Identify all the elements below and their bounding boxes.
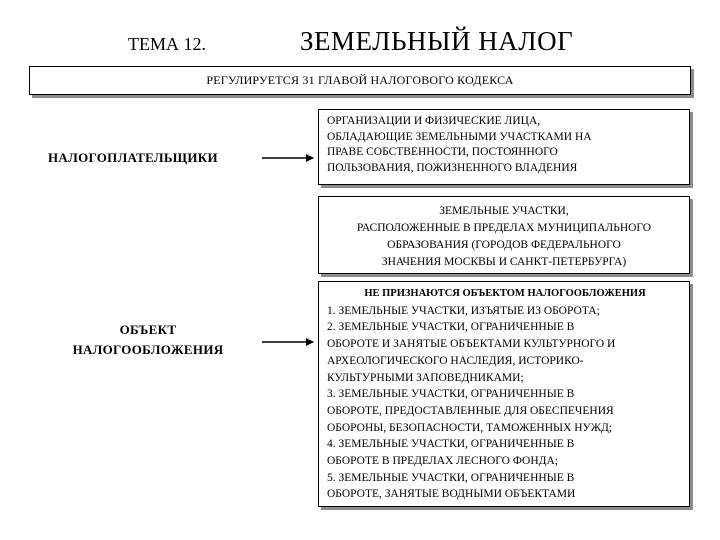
exclusion-line: ОБОРОНЫ, БЕЗОПАСНОСТИ, ТАМОЖЕННЫХ НУЖД; [327, 421, 613, 434]
regulation-text: РЕГУЛИРУЕТСЯ 31 ГЛАВОЙ НАЛОГОВОГО КОДЕКСА [206, 73, 514, 87]
exclusion-line: ОБОРОТЕ, ПРЕДОСТАВЛЕННЫЕ ДЛЯ ОБЕСПЕЧЕНИЯ [327, 404, 614, 417]
exclusion-line: ОБОРОТЕ И ЗАНЯТЫЕ ОБЪЕКТАМИ КУЛЬТУРНОГО И [327, 338, 616, 351]
taxpayers-line: ПОЛЬЗОВАНИЯ, ПОЖИЗНЕННОГО ВЛАДЕНИЯ [327, 161, 578, 174]
exclusion-line: АРХЕОЛОГИЧЕСКОГО НАСЛЕДИЯ, ИСТОРИКО- [327, 354, 584, 367]
taxpayers-line: ОРГАНИЗАЦИИ И ФИЗИЧЕСКИЕ ЛИЦА, [327, 115, 541, 127]
exclusion-line: 1. ЗЕМЕЛЬНЫЕ УЧАСТКИ, ИЗЪЯТЫЕ ИЗ ОБОРОТА; [327, 304, 600, 317]
parcels-line: РАСПОЛОЖЕННЫЕ В ПРЕДЕЛАХ МУНИЦИПАЛЬНОГО [356, 222, 652, 234]
topic-number: ТЕМА 12. [128, 34, 206, 54]
exclusion-line: ОБОРОТЕ В ПРЕДЕЛАХ ЛЕСНОГО ФОНДА; [327, 455, 558, 468]
parcels-line: ОБРАЗОВАНИЯ (ГОРОДОВ ФЕДЕРАЛЬНОГО [387, 239, 621, 251]
parcels-line: ЗНАЧЕНИЯ МОСКВЫ И САНКТ-ПЕТЕРБУРГА) [381, 256, 627, 268]
exclusion-line: 2. ЗЕМЕЛЬНЫЕ УЧАСТКИ, ОГРАНИЧЕННЫЕ В [327, 321, 575, 334]
page-title: ЗЕМЕЛЬНЫЙ НАЛОГ [300, 26, 574, 56]
taxpayers-line: ПРАВЕ СОБСТВЕННОСТИ, ПОСТОЯННОГО [327, 146, 558, 158]
tax-object-label-line: ОБЪЕКТ [119, 322, 177, 337]
exclusion-line: 5. ЗЕМЕЛЬНЫЕ УЧАСТКИ, ОГРАНИЧЕННЫЕ В [327, 471, 575, 484]
tax-object-label-line: НАЛОГООБЛОЖЕНИЯ [72, 342, 224, 357]
taxpayers-label: НАЛОГОПЛАТЕЛЬЩИКИ [48, 150, 218, 165]
parcels-line: ЗЕМЕЛЬНЫЕ УЧАСТКИ, [439, 205, 569, 217]
exclusions-heading: НЕ ПРИЗНАЮТСЯ ОБЪЕКТОМ НАЛОГООБЛОЖЕНИЯ [364, 288, 646, 299]
taxpayers-line: ОБЛАДАЮЩИЕ ЗЕМЕЛЬНЫМИ УЧАСТКАМИ НА [327, 130, 592, 143]
exclusion-line: КУЛЬТУРНЫМИ ЗАПОВЕДНИКАМИ; [327, 371, 524, 384]
exclusion-line: ОБОРОТЕ, ЗАНЯТЫЕ ВОДНЫМИ ОБЪЕКТАМИ [327, 488, 576, 501]
exclusion-line: 4. ЗЕМЕЛЬНЫЕ УЧАСТКИ, ОГРАНИЧЕННЫЕ В [327, 438, 575, 451]
exclusion-line: 3. ЗЕМЕЛЬНЫЕ УЧАСТКИ, ОГРАНИЧЕННЫЕ В [327, 388, 575, 401]
